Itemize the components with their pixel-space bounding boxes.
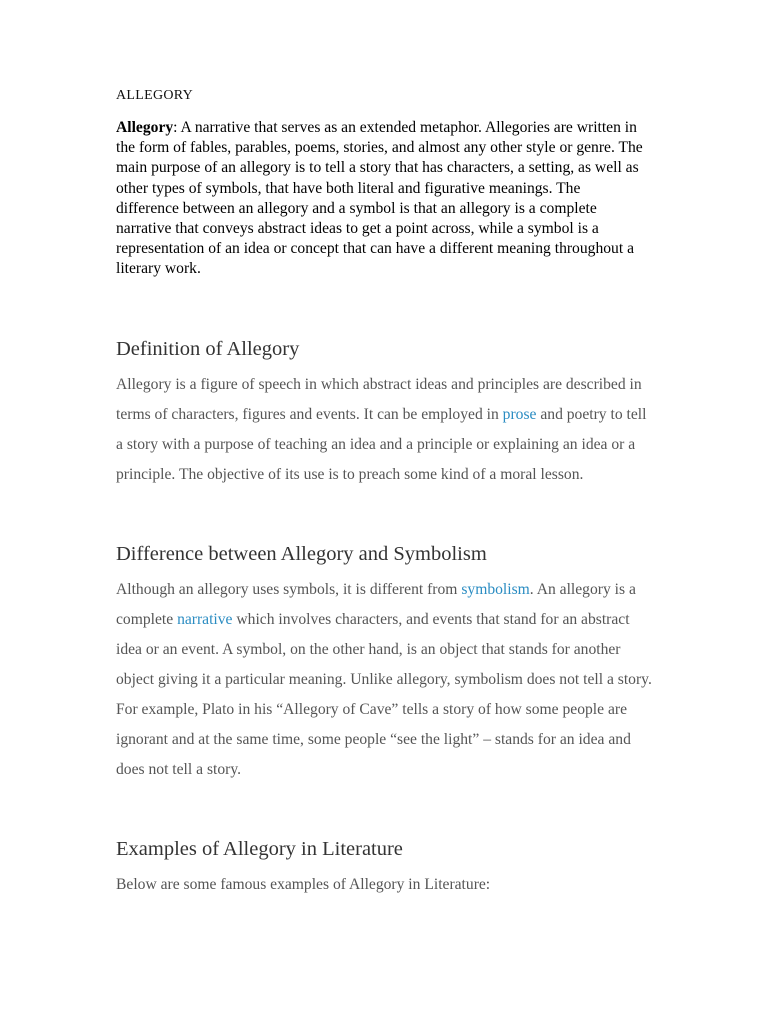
heading-examples: Examples of Allegory in Literature [116, 838, 403, 860]
examples-paragraph: Below are some famous examples of Allegory in Literature: [116, 876, 491, 893]
difference-paragraph [116, 575, 656, 785]
heading-difference: Difference between Allegory and Symbolism [116, 543, 487, 565]
difference-text-1: Although an allegory uses symbols, it is different from [116, 581, 462, 598]
prose-link[interactable]: prose [502, 406, 537, 423]
intro-text: : A narrative that serves as an extended metaphor. Allegories are written in the form of fables, parables, poems, stories, and almost any other style or genre. The main purpose of an allegory is to tell a story that has characters, a setting, as well as other types of symbols, that have both literal and figurative meanings. The difference between an allegory and a symbol is that an allegory is a complete narrative that conveys abstract ideas to get a point across, while a symbol is a representation of an idea or concept that can have a different meaning throughout a literary work. [116, 119, 643, 278]
symbolism-link[interactable]: symbolism [461, 581, 530, 598]
intro-term: Allegory [116, 119, 174, 136]
intro-paragraph [116, 118, 646, 280]
heading-definition: Definition of Allegory [116, 338, 300, 360]
definition-text-before: Allegory is a figure of speech in which abstract ideas and principles are described in terms of characters, figures and events. It can be employed in [116, 376, 642, 423]
difference-text-2: . An allegory is a complete [116, 581, 636, 628]
narrative-link[interactable]: narrative [177, 611, 233, 628]
document-title: ALLEGORY [116, 88, 194, 103]
definition-text-after: and poetry to tell a story with a purpose of teaching an idea and a principle or explaining an idea or a principle. The objective of its use is to preach some kind of a moral lesson. [116, 406, 647, 483]
difference-text-3: which involves characters, and events that stand for an abstract idea or an event. A symbol, on the other hand, is an object that stands for another object giving it a particular meaning. Unlike allegory, symbolism does not tell a story. For example, Plato in his “Allegory of Cave” tells a story of how some people are ignorant and at the same time, some people “see the light” – stands for an idea and does not tell a story. [116, 611, 652, 778]
definition-paragraph [116, 370, 656, 490]
